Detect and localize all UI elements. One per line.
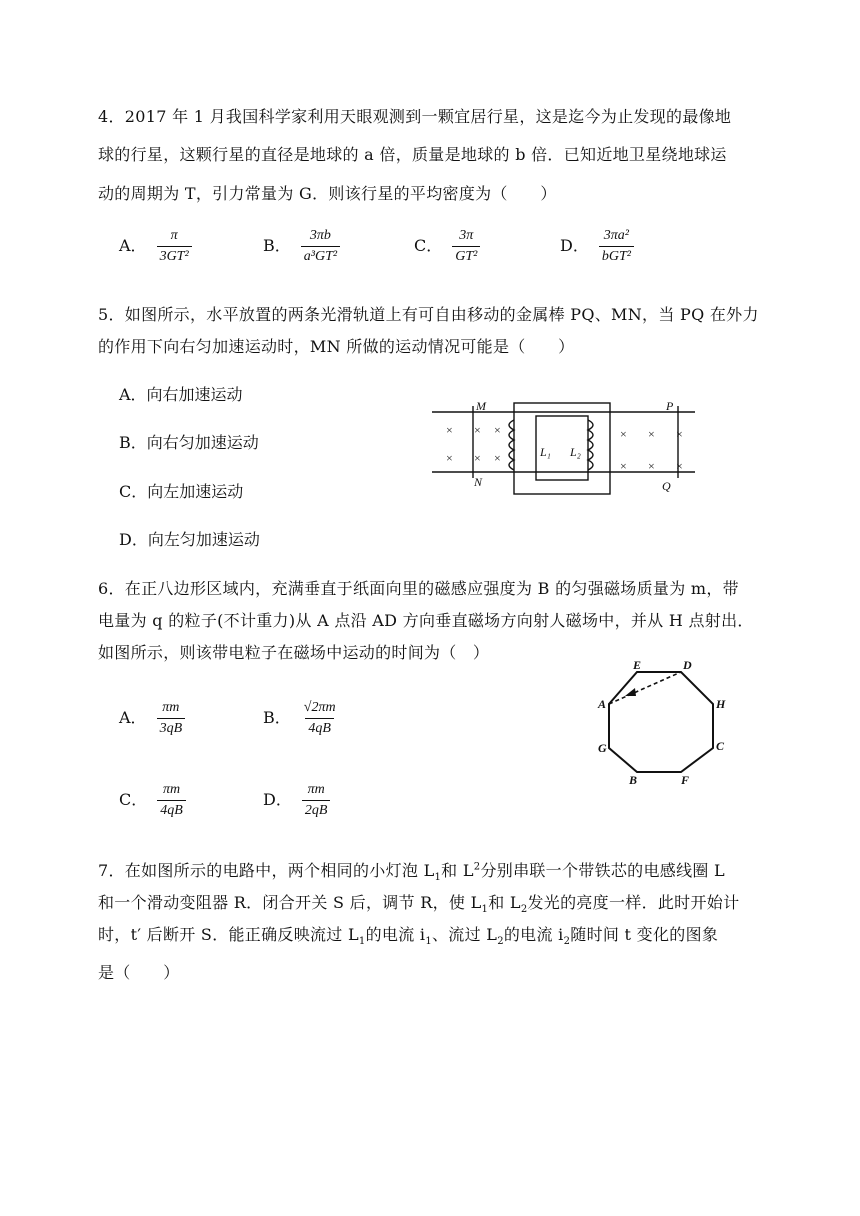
cross-mark: × [620,427,627,441]
q6-option-d[interactable] [263,782,330,819]
denominator: 4qB [305,718,334,737]
numerator: πm [162,700,180,715]
text-run: 的电流 i [365,925,426,944]
numerator: 3π [459,228,474,243]
label-l2: L₂ [570,445,581,459]
cross-mark: × [648,459,655,473]
text-run: 的电流 i [503,925,564,944]
q5-line-1: 5．如图所示，水平放置的两条光滑轨道上有可自由移动的金属棒 PQ、MN，当 PQ 在外力 [98,305,759,324]
text-run: 和一个滑动变阻器 R．闭合开关 S 后，调节 R，使 L [98,893,482,912]
denominator: 4qB [157,800,186,819]
subscript: 1 [358,936,366,948]
magnetic-field-crosses [446,423,683,473]
denominator: bGT² [599,246,634,265]
denominator: 3GT² [157,246,192,265]
numerator: πm [307,782,325,797]
cross-mark: × [494,423,501,437]
numerator: πm [162,782,181,797]
q6-option-b[interactable] [263,700,339,737]
option-label: B． [263,236,291,255]
q6-line-2: 电量为 q 的粒子(不计重力)从 A 点沿 AD 方向垂直磁场方向射人磁场中，并从 H 点射出． [98,611,754,630]
label-a: A [598,697,607,711]
q4-line-1: 4．2017 年 1 月我国科学家利用天眼观测到一颗宜居行星，这是迄今为止发现的最像地 [98,107,732,126]
q5-option-c[interactable]: C．向左加速运动 [119,482,244,501]
q6-line-1: 6．在正八边形区域内，充满垂直于纸面向里的磁感应强度为 B 的匀强磁场质量为 m，带 [98,579,739,598]
subscript: 2 [520,904,528,916]
numerator: 3πa² [603,228,629,243]
option-label: D． [560,236,589,255]
cross-mark: × [474,451,481,465]
numerator: π [170,228,178,243]
fraction [301,228,340,265]
rails-inductor-figure [430,398,700,500]
numerator: √2πm [303,700,336,715]
q4-option-a[interactable] [119,228,192,265]
option-label: C． [119,790,148,809]
label-b: B [629,773,638,787]
fraction [301,700,339,737]
fraction [157,782,186,819]
fraction [302,782,331,819]
cross-mark: × [676,459,683,473]
subscript: 1 [481,904,489,916]
q7-line-3 [98,922,718,947]
numerator: 3πb [309,228,331,243]
text-run: 分别串联一个带铁芯的电感线圈 L [480,861,725,880]
label-q: Q [662,479,671,493]
cross-mark: × [494,451,501,465]
fraction [157,700,186,737]
q4-line-2: 球的行星，这颗行星的直径是地球的 a 倍，质量是地球的 b 倍．已知近地卫星绕地球运 [98,145,727,164]
text-run: 和 L [488,893,521,912]
q5-option-d[interactable]: D．向左匀加速运动 [119,530,260,549]
subscript: 1 [425,936,432,948]
option-label: C． [414,236,443,255]
q4-option-d[interactable] [560,228,634,265]
label-n: N [474,475,483,489]
label-p: P [666,399,674,413]
denominator: 3qB [157,718,186,737]
denominator: a³GT² [301,246,340,265]
text-run: 发光的亮度一样．此时开始计 [527,893,740,912]
superscript: 2 [473,861,481,873]
cross-mark: × [446,423,453,437]
q7-line-1 [98,858,725,883]
text-run: 、流过 L [431,925,498,944]
q4-line-3: 动的周期为 T，引力常量为 G．则该行星的平均密度为（ ） [98,184,557,203]
label-h: H [716,697,726,711]
q7-line-4: 是（ ） [98,963,180,982]
option-label: A． [119,236,147,255]
text-run: 和 L [441,861,474,880]
fraction [157,228,192,265]
subscript: 2 [563,936,571,948]
subscript: 1 [434,872,442,884]
denominator: 2qB [302,800,331,819]
q5-option-a[interactable]: A．向右加速运动 [119,385,243,404]
label-c: C [716,739,725,753]
option-label: D． [263,790,292,809]
q5-line-2: 的作用下向右匀加速运动时，MN 所做的运动情况可能是（ ） [98,337,575,356]
text-run: 时，t′ 后断开 S．能正确反映流过 L [98,925,359,944]
label-e: E [633,658,642,672]
option-label: B． [263,708,291,727]
q7-line-2 [98,890,739,915]
q5-option-b[interactable]: B．向右匀加速运动 [119,433,259,452]
q6-option-c[interactable] [119,782,186,819]
label-d: D [683,658,692,672]
label-g: G [598,741,607,755]
cross-mark: × [620,459,627,473]
label-l1: L₁ [540,445,551,459]
cross-mark: × [648,427,655,441]
label-m: M [476,399,486,413]
option-label: A． [119,708,147,727]
q6-option-a[interactable] [119,700,185,737]
text-run: 随时间 t 变化的图象 [570,925,719,944]
q6-line-3: 如图所示，则该带电粒子在磁场中运动的时间为（ ） [98,643,490,662]
cross-mark: × [676,427,683,441]
cross-mark: × [474,423,481,437]
octagon-figure [595,658,735,788]
subscript: 2 [497,936,504,948]
q4-option-c[interactable] [414,228,480,265]
cross-mark: × [446,451,453,465]
fraction [599,228,634,265]
q4-option-b[interactable] [263,228,340,265]
text-run: 7．在如图所示的电路中，两个相同的小灯泡 L [98,861,435,880]
denominator: GT² [452,246,480,265]
label-f: F [681,773,690,787]
fraction [452,228,480,265]
